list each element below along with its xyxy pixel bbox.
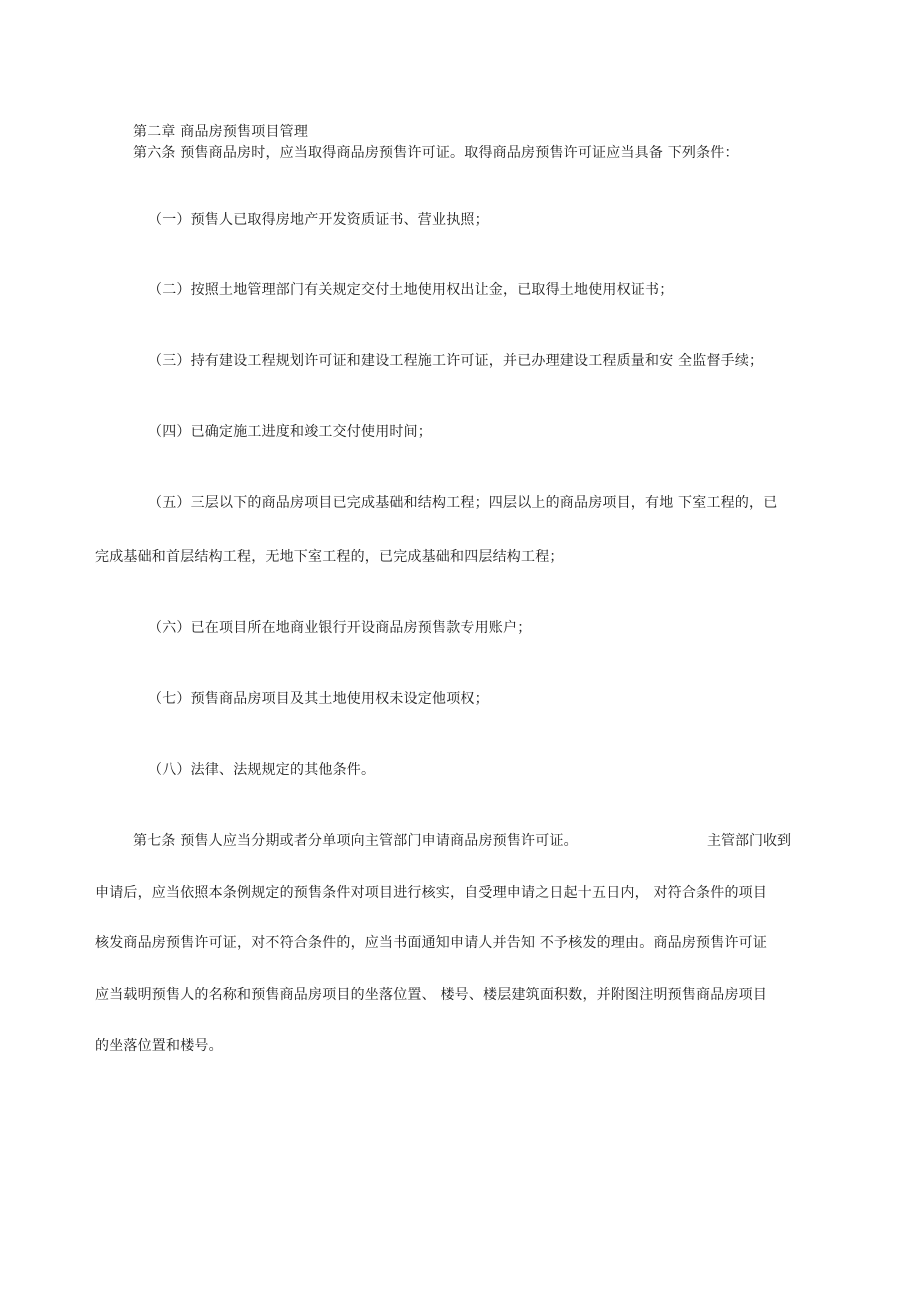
condition-2: （二）按照土地管理部门有关规定交付土地使用权出让金，已取得土地使用权证书；: [148, 282, 674, 298]
condition-1: （一）预售人已取得房地产开发资质证书、营业执照；: [148, 212, 489, 228]
condition-5-line-2: 完成基础和首层结构工程，无地下室工程的，已完成基础和四层结构工程；: [95, 549, 564, 565]
article-7-line-1-continued: 主管部门收到: [707, 833, 791, 849]
article-7-line-4: 应当载明预售人的名称和预售商品房项目的坐落位置、 楼号、楼层建筑面积数，并附图注明预售商品房项目: [95, 987, 768, 1003]
article-7-line-1: 第七条 预售人应当分期或者分单项向主管部门申请商品房预售许可证。: [133, 833, 578, 849]
article-6-intro: 第六条 预售商品房时，应当取得商品房预售许可证。取得商品房预售许可证应当具备 下列条件：: [133, 145, 739, 161]
condition-3: （三）持有建设工程规划许可证和建设工程施工许可证，并已办理建设工程质量和安 全监督手续；: [148, 353, 764, 369]
condition-4: （四）已确定施工进度和竣工交付使用时间；: [148, 424, 432, 440]
article-7-line-2: 申请后，应当依照本条例规定的预售条件对项目进行核实，自受理申请之日起十五日内， 对符合条件的项目: [95, 885, 768, 901]
condition-8: （八）法律、法规规定的其他条件。: [148, 762, 376, 778]
condition-5-line-1: （五）三层以下的商品房项目已完成基础和结构工程；四层以上的商品房项目，有地 下室工程的，已: [148, 495, 778, 511]
article-7-line-5: 的坐落位置和楼号。: [95, 1038, 223, 1054]
condition-6: （六）已在项目所在地商业银行开设商品房预售款专用账户；: [148, 620, 532, 636]
chapter-heading: 第二章 商品房预售项目管理: [133, 124, 309, 140]
article-7-line-3: 核发商品房预售许可证，对不符合条件的，应当书面通知申请人并告知 不予核发的理由。商品房预售许可证: [95, 935, 768, 951]
condition-7: （七）预售商品房项目及其土地使用权未设定他项权；: [148, 691, 489, 707]
